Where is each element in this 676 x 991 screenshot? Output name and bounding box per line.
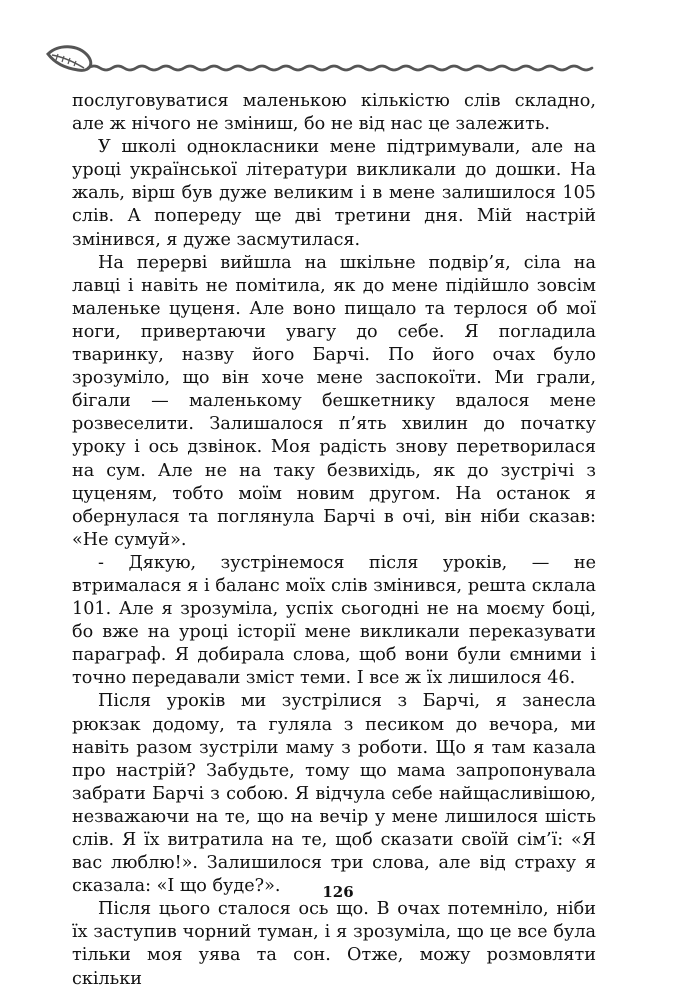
wave-line — [88, 66, 592, 70]
paragraph-4: - Дякую, зустрінемося після уроків, — не втрималася я і баланс моїх слів змінився, решта склала 101. Але я зрозуміла, успіх сьогодні не на моєму боці, бо вже на уроці історії мене викликали переказувати параграф. Я добирала слова, щоб вони були ємними і точно передавали зміст теми. І все ж їх лишилося 46. — [72, 552, 596, 689]
paragraph-3: На перерві вийшла на шкільне подвір’я, сіла на лавці і навіть не помітила, як до мене підійшло зовсім маленьке цуценя. Але воно пищало та терлося об мої ноги, привертаючи увагу до себе. Я погладила тваринку, назву його Барчі. По його очах було зрозуміло, що він хоче мене заспокоїти. Ми грали, бігали — маленькому бешкетнику вдалося мене розвеселити. Залишалося п’ять хвилин до початку уроку і ось дзвінок. Моя радість знову перетворилася на сум. Але не на таку безвихідь, як до зустрічі з цуценям, тобто моїм новим другом. На останок я обернулася та поглянула Барчі в очі, він ніби сказав: «Не сумуй». — [72, 252, 596, 550]
paragraph-5: Після уроків ми зустрілися з Барчі, я занесла рюкзак додому, та гуляла з песиком до вечора, ми навіть разом зустріли маму з роботи. Що я там казала про настрій? Забудьте, тому що мама запропонувала забрати Барчі з собою. Я відчула себе найщасливішою, незважаючи на те, що на вечір у мене лишилося шість слів. Я їх витратила на те, щоб сказати своїй сім’ї: «Я вас люблю!». Залишилося три слова, але від страху я сказала: «І що буде?». — [72, 691, 596, 897]
page-number: 126 — [322, 883, 354, 901]
feather-quill-icon — [48, 47, 91, 71]
feather-wave-ornament — [44, 40, 604, 88]
body-text — [72, 90, 596, 991]
paragraph-2: У школі однокласники мене підтримували, але на уроці української літератури викликали до дошки. На жаль, вірш був дуже великим і в мене залишилося 105 слів. А попереду ще дві третини дня. Мій настрій змінився, я дуже засмутилася. — [72, 137, 596, 250]
paragraph-6: Після цього сталося ось що. В очах потемніло, ніби їх заступив чорний туман, і я зрозуміла, що це все була тільки моя уява та сон. Отже, можу розмовляти скільки — [72, 899, 596, 989]
paragraph-1: послуговуватися маленькою кількістю слів складно, але ж нічого не зміниш, бо не від нас це залежить. — [72, 91, 596, 135]
